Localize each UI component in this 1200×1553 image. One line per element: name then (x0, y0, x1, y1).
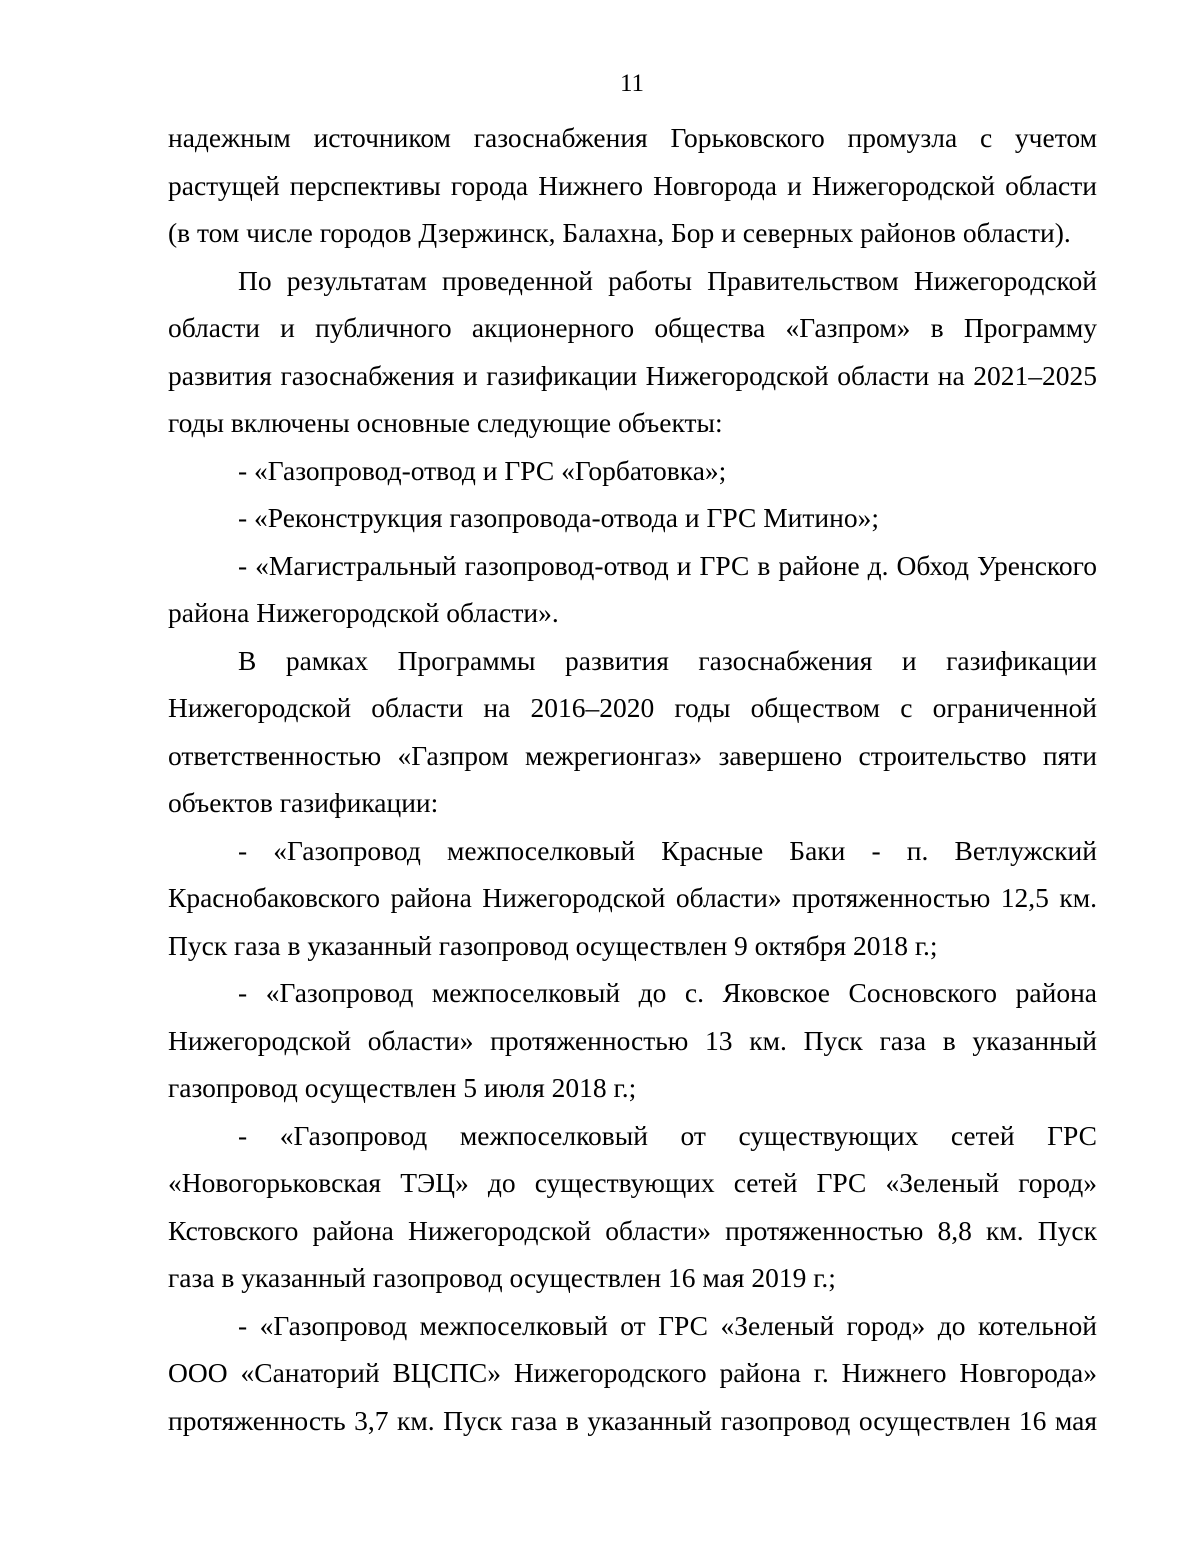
list-item-2: - «Реконструкция газопровода-отвода и ГРС Митино»; (238, 502, 879, 533)
paragraph-3: В рамках Программы развития газоснабжения и газификации Нижегородской области на 2016–2020 годы обществом с ограниченной ответственностью «Газпром межрегионгаз» завершено строительство пяти объектов газификации: (168, 644, 1097, 818)
list-item-7: - «Газопровод межпоселковый от ГРС «Зеленый город» до котельной ООО «Санаторий ВЦСПС» Нижегородского района г. Нижнего Новгорода» протяженность 3,7 км. Пуск газа в указанный газопровод осуществлен 16 мая (168, 1309, 1097, 1436)
list-item-6: - «Газопровод межпоселковый от существующих сетей ГРС «Новогорьковская ТЭЦ» до существующих сетей ГРС «Зеленый город» Кстовского района Нижегородской области» протяженностью 8,8 км. Пуск газа в указанный газопровод осуществлен 16 мая 2019 г.; (168, 1119, 1097, 1293)
paragraph-2: По результатам проведенной работы Правительством Нижегородской области и публичного акционерного общества «Газпром» в Программу развития газоснабжения и газификации Нижегородской области на 2021–2025 годы включены основные следующие объекты: (168, 264, 1097, 438)
list-item-4: - «Газопровод межпоселковый Красные Баки - п. Ветлужский Краснобаковского района Нижегородской области» протяженностью 12,5 км. Пуск газа в указанный газопровод осуществлен 9 октября 2018 г.; (168, 834, 1097, 961)
list-item-5: - «Газопровод межпоселковый до с. Яковское Сосновского района Нижегородской области» протяженностью 13 км. Пуск газа в указанный газопровод осуществлен 5 июля 2018 г.; (168, 977, 1097, 1103)
document-body (168, 114, 1097, 1444)
list-item-3: - «Магистральный газопровод-отвод и ГРС в районе д. Обход Уренского района Нижегородской области». (168, 549, 1097, 628)
list-item-1: - «Газопровод-отвод и ГРС «Горбатовка»; (238, 454, 727, 486)
paragraph-1: надежным источником газоснабжения Горьковского промузла с учетом растущей перспективы города Нижнего Новгорода и Нижегородской области (в том числе городов Дзержинск, Балахна, Бор и северных районов области). (168, 122, 1097, 248)
page-number: 11 (619, 70, 645, 97)
